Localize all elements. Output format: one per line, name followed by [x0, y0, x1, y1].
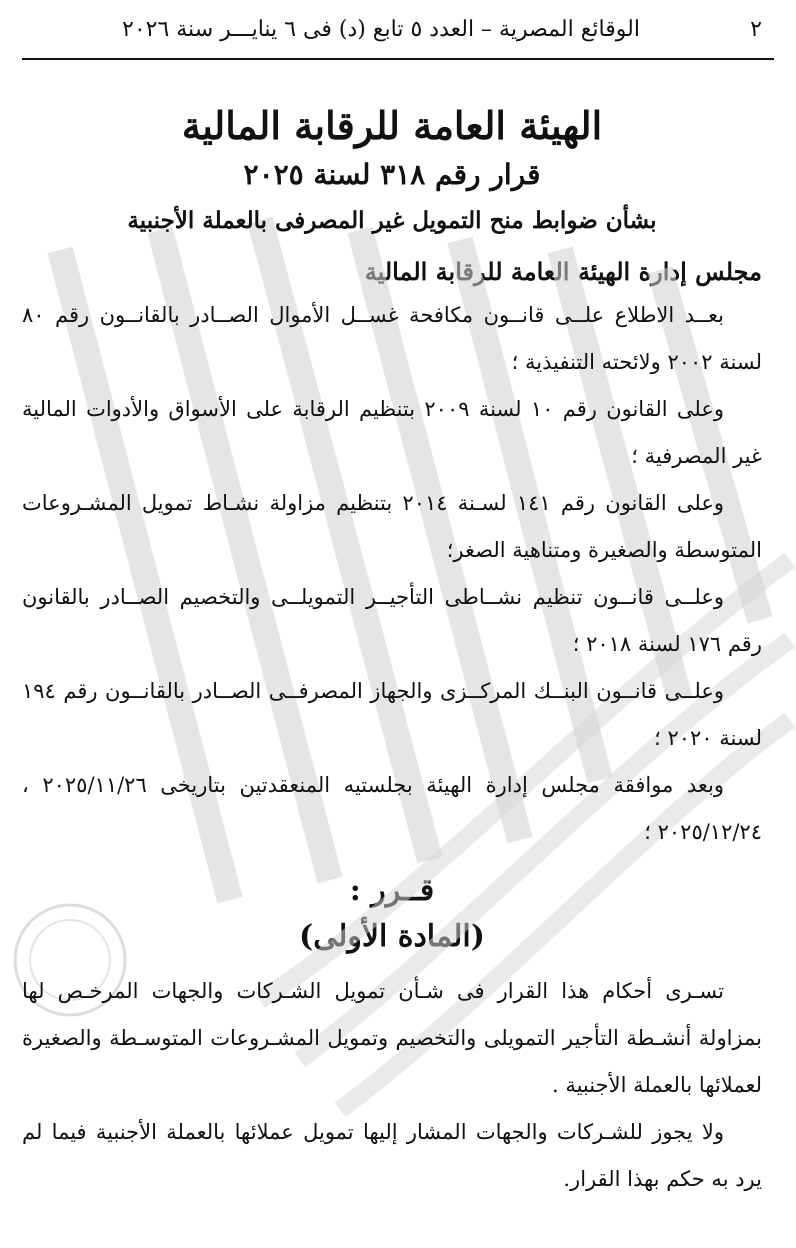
page-number: ٢ — [750, 16, 762, 42]
preamble — [22, 292, 762, 856]
article-paragraph: ولا يجوز للشـركات والجهات المشار إليها تمويل عملائها بالعملة الأجنبية فيما لم يرد به حكم بهذا القرار. — [22, 1120, 762, 1191]
article-body — [22, 968, 762, 1203]
preamble-paragraph: وبعد موافقة مجلس إدارة الهيئة بجلستيه المنعقدتين بتاريخى ٢٠٢٥/١١/٢٦ ، ٢٠٢٥/١٢/٢٤ ؛ — [22, 773, 762, 844]
preamble-paragraph: وعلى القانون رقم ١٤١ لسـنة ٢٠١٤ بتنظيم مزاولة نشـاط تمويل المشـروعات المتوسطة والصغيرة ومتناهية الصغر؛ — [22, 491, 762, 562]
decided-label: قــرر : — [349, 873, 435, 908]
preamble-paragraph: بعــد الاطلاع علــى قانــون مكافحة غســل الأموال الصــادر بالقانــون رقم ٨٠ لسنة ٢٠٠٢ ولائحته التنفيذية ؛ — [22, 303, 762, 374]
decision-headings — [22, 100, 762, 244]
authority-title: الهيئة العامة للرقابة المالية — [181, 103, 603, 148]
preamble-paragraph: وعلى القانون رقم ١٠ لسنة ٢٠٠٩ بتنظيم الرقابة على الأسواق والأدوات المالية غير المصرفية ؛ — [22, 397, 762, 468]
decision-subject: بشأن ضوابط منح التمويل غير المصرفى بالعملة الأجنبية — [127, 207, 657, 234]
page-header — [22, 0, 762, 58]
gazette-issue-title: الوقائع المصرية – العدد ٥ تابع (د) فى ٦ ينايـــر سنة ٢٠٢٦ — [122, 16, 640, 42]
decision-number-title: قرار رقم ٣١٨ لسنة ٢٠٢٥ — [243, 158, 541, 191]
article-title: (المادة الأولى) — [299, 919, 485, 954]
board-title: مجلس إدارة الهيئة العامة للرقابة المالية — [364, 257, 762, 286]
header-divider — [22, 58, 774, 60]
preamble-paragraph: وعلــى قانــون البنــك المركــزى والجهاز المصرفــى الصــادر بالقانــون رقم ١٩٤ لسنة ٢٠٢٠ ؛ — [22, 679, 762, 750]
preamble-paragraph: وعلــى قانــون تنظيم نشــاطى التأجيــر التمويلــى والتخصيم الصــادر بالقانون رقم ١٧٦ لسنة ٢٠١٨ ؛ — [22, 585, 762, 656]
article-paragraph: تسـرى أحكام هذا القرار فى شـأن تمويل الشـركات والجهات المرخـص لها بمزاولة أنشـطة التأجير التمويلى والتخصيم وتمويل المشـروعات المتوسـطة والصغيرة لعملائها بالعملة الأجنبية . — [22, 979, 762, 1097]
